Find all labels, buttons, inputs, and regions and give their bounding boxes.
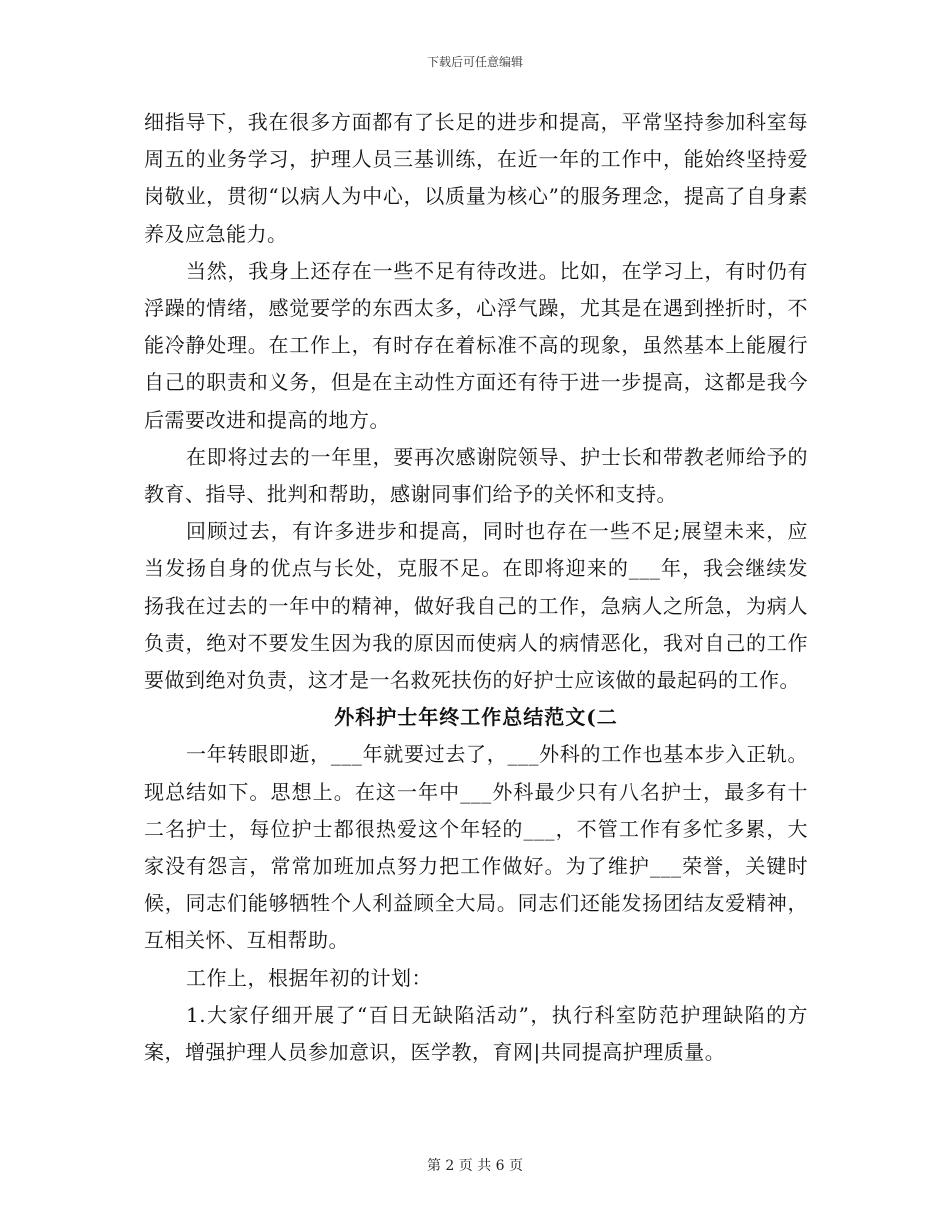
document-body (144, 104, 808, 1071)
page-footer: 第 2 页 共 6 页 (426, 1158, 524, 1174)
paragraph-work-item-1: 1.大家仔细开展了“百日无缺陷活动”，执行科室防范护理缺陷的方案，增强护理人员参加意识，医学教，育网|共同提高护理质量。 (144, 1002, 808, 1065)
section-title: 外科护士年终工作总结范文(二 (334, 705, 618, 730)
paragraph-summary-intro: 一年转眼即逝，___年就要过去了，___外科的工作也基本步入正轨。现总结如下。思想上。在这一年中___外科最少只有八名护士，最多有十二名护士，每位护士都很热爱这个年轻的___，不管工作有多忙多累，大家没有怨言，常常加班加点努力把工作做好。为了维护___荣誉，关键时候，同志们能够牺牲个人利益顾全大局。同志们还能发扬团结友爱精神，互相关怀、互相帮助。 (144, 742, 808, 953)
paragraph-outlook: 回顾过去，有许多进步和提高，同时也存在一些不足;展望未来，应当发扬自身的优点与长处，克服不足。在即将迎来的___年，我会继续发扬我在过去的一年中的精神，做好我自己的工作，急病人之所急，为病人负责，绝对不要发生因为我的原因而使病人的病情恶化，我对自己的工作要做到绝对负责，这才是一名救死扶伤的好护士应该做的最起码的工作。 (144, 519, 808, 693)
page-header: 下载后可任意编辑 (426, 55, 523, 69)
paragraph-work-plan: 工作上，根据年初的计划： (186, 965, 432, 990)
paragraph-continuation: 细指导下，我在很多方面都有了长足的进步和提高，平常坚持参加科室每周五的业务学习，护理人员三基训练，在近一年的工作中，能始终坚持爱岗敬业，贯彻“以病人为中心，以质量为核心”的服务理念，提高了自身素养及应急能力。 (144, 110, 808, 246)
paragraph-thanks: 在即将过去的一年里，要再次感谢院领导、护士长和带教老师给予的教育、指导、批判和帮助，感谢同事们给予的关怀和支持。 (144, 444, 808, 507)
paragraph-shortcomings: 当然，我身上还存在一些不足有待改进。比如，在学习上，有时仍有浮躁的情绪，感觉要学的东西太多，心浮气躁，尤其是在遇到挫折时，不能冷静处理。在工作上，有时存在着标准不高的现象，虽然基本上能履行自己的职责和义务，但是在主动性方面还有待于进一步提高，这都是我今后需要改进和提高的地方。 (144, 258, 808, 432)
